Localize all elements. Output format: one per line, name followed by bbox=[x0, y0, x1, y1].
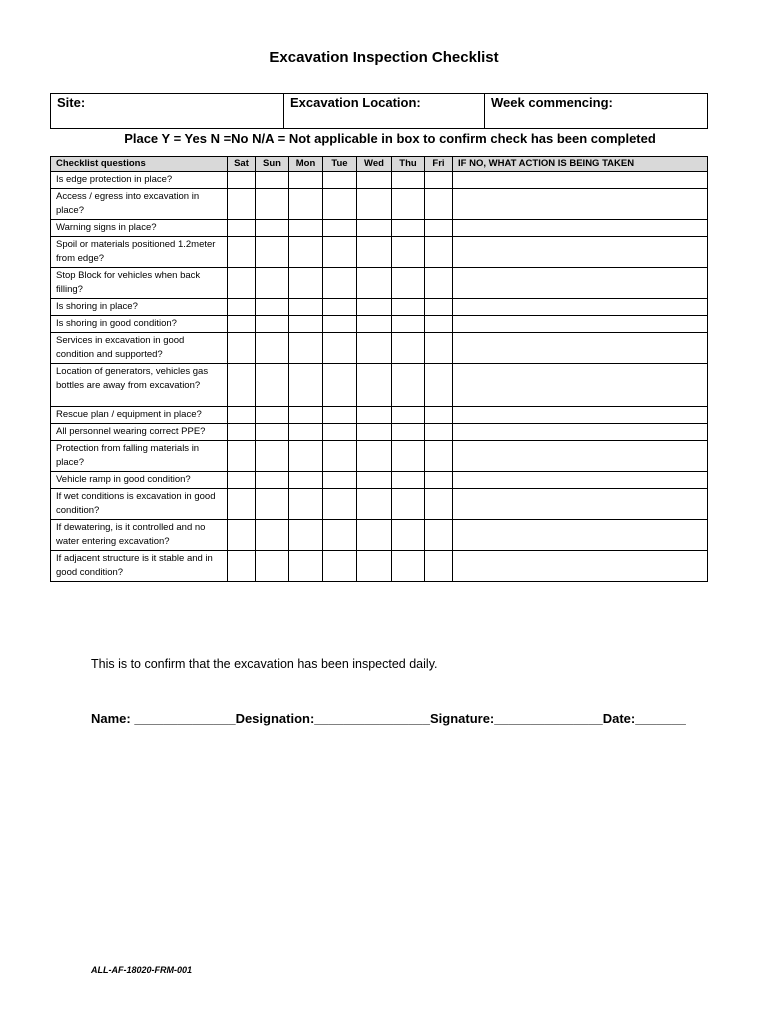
checklist-question: Is shoring in place? bbox=[51, 299, 228, 316]
checklist-row bbox=[51, 472, 708, 489]
check-cell-fri[interactable] bbox=[425, 472, 453, 489]
check-cell-sat[interactable] bbox=[228, 441, 256, 472]
check-cell-fri[interactable] bbox=[425, 407, 453, 424]
checklist-question: Rescue plan / equipment in place? bbox=[51, 407, 228, 424]
check-cell-thu[interactable] bbox=[392, 237, 425, 268]
check-cell-thu[interactable] bbox=[392, 220, 425, 237]
check-cell-mon[interactable] bbox=[289, 489, 323, 520]
check-cell-fri[interactable] bbox=[425, 299, 453, 316]
check-cell-thu[interactable] bbox=[392, 407, 425, 424]
excavation-location-label: Excavation Location: bbox=[290, 95, 421, 110]
checklist-question: Access / egress into excavation in place? bbox=[51, 189, 228, 220]
check-cell-sat[interactable] bbox=[228, 299, 256, 316]
checklist-table bbox=[50, 156, 708, 582]
check-cell-wed[interactable] bbox=[357, 189, 392, 220]
check-cell-mon[interactable] bbox=[289, 268, 323, 299]
check-cell-sun[interactable] bbox=[256, 551, 289, 582]
check-cell-fri[interactable] bbox=[425, 268, 453, 299]
check-cell-fri[interactable] bbox=[425, 520, 453, 551]
col-tue: Tue bbox=[323, 157, 357, 172]
check-cell-sun[interactable] bbox=[256, 520, 289, 551]
check-cell-wed[interactable] bbox=[357, 237, 392, 268]
action-taken-cell[interactable] bbox=[453, 472, 708, 489]
checklist-row bbox=[51, 237, 708, 268]
action-taken-cell[interactable] bbox=[453, 551, 708, 582]
checklist-question: Spoil or materials positioned 1.2meter from edge? bbox=[51, 237, 228, 268]
checklist-question: All personnel wearing correct PPE? bbox=[51, 424, 228, 441]
check-cell-tue[interactable] bbox=[323, 441, 357, 472]
checklist-question: Location of generators, vehicles gas bottles are away from excavation? bbox=[51, 364, 228, 407]
check-cell-wed[interactable] bbox=[357, 268, 392, 299]
check-cell-sun[interactable] bbox=[256, 407, 289, 424]
check-cell-wed[interactable] bbox=[357, 489, 392, 520]
checklist-question: Warning signs in place? bbox=[51, 220, 228, 237]
check-cell-sat[interactable] bbox=[228, 407, 256, 424]
check-cell-sun[interactable] bbox=[256, 424, 289, 441]
check-cell-sat[interactable] bbox=[228, 268, 256, 299]
col-wed: Wed bbox=[357, 157, 392, 172]
check-cell-tue[interactable] bbox=[323, 424, 357, 441]
check-cell-tue[interactable] bbox=[323, 299, 357, 316]
check-cell-thu[interactable] bbox=[392, 189, 425, 220]
check-cell-sun[interactable] bbox=[256, 299, 289, 316]
check-cell-tue[interactable] bbox=[323, 551, 357, 582]
checklist-row bbox=[51, 333, 708, 364]
check-cell-thu[interactable] bbox=[392, 472, 425, 489]
checklist-question: If adjacent structure is it stable and in good condition? bbox=[51, 551, 228, 582]
page-title: Excavation Inspection Checklist bbox=[269, 49, 499, 66]
check-cell-sat[interactable] bbox=[228, 520, 256, 551]
check-cell-wed[interactable] bbox=[357, 520, 392, 551]
check-cell-sun[interactable] bbox=[256, 189, 289, 220]
check-cell-mon[interactable] bbox=[289, 407, 323, 424]
check-cell-sat[interactable] bbox=[228, 333, 256, 364]
check-cell-wed[interactable] bbox=[357, 316, 392, 333]
col-fri: Fri bbox=[425, 157, 453, 172]
col-action-taken: IF NO, WHAT ACTION IS BEING TAKEN bbox=[453, 157, 708, 172]
check-cell-mon[interactable] bbox=[289, 472, 323, 489]
check-cell-mon[interactable] bbox=[289, 441, 323, 472]
check-cell-sun[interactable] bbox=[256, 237, 289, 268]
check-cell-sun[interactable] bbox=[256, 472, 289, 489]
check-cell-tue[interactable] bbox=[323, 364, 357, 407]
action-taken-cell[interactable] bbox=[453, 237, 708, 268]
confirmation-statement: This is to confirm that the excavation has been inspected daily. bbox=[91, 657, 438, 671]
check-cell-fri[interactable] bbox=[425, 333, 453, 364]
check-cell-mon[interactable] bbox=[289, 299, 323, 316]
checklist-row bbox=[51, 189, 708, 220]
check-cell-wed[interactable] bbox=[357, 441, 392, 472]
check-cell-fri[interactable] bbox=[425, 220, 453, 237]
checklist-question: Vehicle ramp in good condition? bbox=[51, 472, 228, 489]
check-cell-tue[interactable] bbox=[323, 333, 357, 364]
checklist-row bbox=[51, 364, 708, 407]
check-cell-sat[interactable] bbox=[228, 424, 256, 441]
check-cell-thu[interactable] bbox=[392, 364, 425, 407]
checklist-header-row bbox=[51, 157, 708, 172]
check-cell-thu[interactable] bbox=[392, 268, 425, 299]
check-cell-sat[interactable] bbox=[228, 189, 256, 220]
checklist-question: Stop Block for vehicles when back filling? bbox=[51, 268, 228, 299]
check-cell-mon[interactable] bbox=[289, 551, 323, 582]
check-cell-fri[interactable] bbox=[425, 551, 453, 582]
check-cell-mon[interactable] bbox=[289, 364, 323, 407]
check-cell-tue[interactable] bbox=[323, 189, 357, 220]
check-cell-mon[interactable] bbox=[289, 424, 323, 441]
check-cell-fri[interactable] bbox=[425, 364, 453, 407]
action-taken-cell[interactable] bbox=[453, 489, 708, 520]
checklist-question: Is edge protection in place? bbox=[51, 172, 228, 189]
checklist-question: Is shoring in good condition? bbox=[51, 316, 228, 333]
check-cell-fri[interactable] bbox=[425, 237, 453, 268]
action-taken-cell[interactable] bbox=[453, 268, 708, 299]
legend-instructions: Place Y = Yes N =No N/A = Not applicable in box to confirm check has been completed bbox=[124, 131, 656, 146]
check-cell-fri[interactable] bbox=[425, 441, 453, 472]
action-taken-cell[interactable] bbox=[453, 189, 708, 220]
check-cell-thu[interactable] bbox=[392, 520, 425, 551]
check-cell-sun[interactable] bbox=[256, 220, 289, 237]
check-cell-wed[interactable] bbox=[357, 172, 392, 189]
check-cell-mon[interactable] bbox=[289, 172, 323, 189]
check-cell-sat[interactable] bbox=[228, 172, 256, 189]
action-taken-cell[interactable] bbox=[453, 316, 708, 333]
action-taken-cell[interactable] bbox=[453, 424, 708, 441]
site-label: Site: bbox=[57, 95, 86, 110]
check-cell-wed[interactable] bbox=[357, 220, 392, 237]
checklist-row bbox=[51, 299, 708, 316]
header-info-table bbox=[50, 93, 708, 129]
check-cell-sat[interactable] bbox=[228, 472, 256, 489]
checklist-question: If dewatering, is it controlled and no water entering excavation? bbox=[51, 520, 228, 551]
check-cell-tue[interactable] bbox=[323, 472, 357, 489]
checklist-question: If wet conditions is excavation in good condition? bbox=[51, 489, 228, 520]
check-cell-sun[interactable] bbox=[256, 333, 289, 364]
checklist-row bbox=[51, 520, 708, 551]
checklist-row bbox=[51, 424, 708, 441]
checklist-row bbox=[51, 220, 708, 237]
check-cell-fri[interactable] bbox=[425, 489, 453, 520]
check-cell-thu[interactable] bbox=[392, 489, 425, 520]
check-cell-sun[interactable] bbox=[256, 172, 289, 189]
check-cell-sun[interactable] bbox=[256, 364, 289, 407]
action-taken-cell[interactable] bbox=[453, 364, 708, 407]
form-code: ALL-AF-18020-FRM-001 bbox=[91, 965, 193, 975]
action-taken-cell[interactable] bbox=[453, 520, 708, 551]
check-cell-wed[interactable] bbox=[357, 551, 392, 582]
checklist-row bbox=[51, 316, 708, 333]
check-cell-tue[interactable] bbox=[323, 268, 357, 299]
check-cell-sat[interactable] bbox=[228, 364, 256, 407]
check-cell-thu[interactable] bbox=[392, 333, 425, 364]
check-cell-fri[interactable] bbox=[425, 172, 453, 189]
check-cell-wed[interactable] bbox=[357, 472, 392, 489]
check-cell-tue[interactable] bbox=[323, 489, 357, 520]
check-cell-thu[interactable] bbox=[392, 299, 425, 316]
action-taken-cell[interactable] bbox=[453, 220, 708, 237]
action-taken-cell[interactable] bbox=[453, 299, 708, 316]
week-commencing-label: Week commencing: bbox=[491, 95, 613, 110]
check-cell-tue[interactable] bbox=[323, 220, 357, 237]
check-cell-fri[interactable] bbox=[425, 189, 453, 220]
check-cell-sun[interactable] bbox=[256, 268, 289, 299]
checklist-question: Protection from falling materials in place? bbox=[51, 441, 228, 472]
check-cell-thu[interactable] bbox=[392, 316, 425, 333]
col-thu: Thu bbox=[392, 157, 425, 172]
check-cell-mon[interactable] bbox=[289, 333, 323, 364]
check-cell-fri[interactable] bbox=[425, 424, 453, 441]
check-cell-sun[interactable] bbox=[256, 489, 289, 520]
col-sun: Sun bbox=[256, 157, 289, 172]
check-cell-sat[interactable] bbox=[228, 551, 256, 582]
check-cell-thu[interactable] bbox=[392, 551, 425, 582]
check-cell-sun[interactable] bbox=[256, 316, 289, 333]
check-cell-sat[interactable] bbox=[228, 237, 256, 268]
check-cell-wed[interactable] bbox=[357, 299, 392, 316]
col-mon: Mon bbox=[289, 157, 323, 172]
check-cell-thu[interactable] bbox=[392, 441, 425, 472]
site-field[interactable] bbox=[51, 94, 284, 129]
check-cell-sat[interactable] bbox=[228, 316, 256, 333]
check-cell-sat[interactable] bbox=[228, 489, 256, 520]
check-cell-fri[interactable] bbox=[425, 316, 453, 333]
week-commencing-field[interactable] bbox=[485, 94, 708, 129]
checklist-row bbox=[51, 172, 708, 189]
action-taken-cell[interactable] bbox=[453, 333, 708, 364]
signature-line[interactable]: Name: ______________Designation:________________Signature:_______________Date:_______ bbox=[91, 711, 686, 726]
check-cell-tue[interactable] bbox=[323, 316, 357, 333]
checklist-row bbox=[51, 441, 708, 472]
check-cell-mon[interactable] bbox=[289, 520, 323, 551]
checklist-question: Services in excavation in good condition and supported? bbox=[51, 333, 228, 364]
action-taken-cell[interactable] bbox=[453, 441, 708, 472]
checklist-row bbox=[51, 407, 708, 424]
check-cell-wed[interactable] bbox=[357, 424, 392, 441]
check-cell-sat[interactable] bbox=[228, 220, 256, 237]
check-cell-mon[interactable] bbox=[289, 189, 323, 220]
check-cell-wed[interactable] bbox=[357, 407, 392, 424]
action-taken-cell[interactable] bbox=[453, 407, 708, 424]
check-cell-sun[interactable] bbox=[256, 441, 289, 472]
checklist-row bbox=[51, 489, 708, 520]
col-sat: Sat bbox=[228, 157, 256, 172]
check-cell-mon[interactable] bbox=[289, 220, 323, 237]
check-cell-tue[interactable] bbox=[323, 520, 357, 551]
check-cell-tue[interactable] bbox=[323, 172, 357, 189]
action-taken-cell[interactable] bbox=[453, 172, 708, 189]
check-cell-tue[interactable] bbox=[323, 407, 357, 424]
check-cell-wed[interactable] bbox=[357, 333, 392, 364]
check-cell-wed[interactable] bbox=[357, 364, 392, 407]
check-cell-thu[interactable] bbox=[392, 172, 425, 189]
checklist-row bbox=[51, 551, 708, 582]
excavation-location-field[interactable] bbox=[284, 94, 485, 129]
check-cell-tue[interactable] bbox=[323, 237, 357, 268]
check-cell-mon[interactable] bbox=[289, 316, 323, 333]
check-cell-mon[interactable] bbox=[289, 237, 323, 268]
col-checklist-questions: Checklist questions bbox=[51, 157, 228, 172]
checklist-row bbox=[51, 268, 708, 299]
check-cell-thu[interactable] bbox=[392, 424, 425, 441]
